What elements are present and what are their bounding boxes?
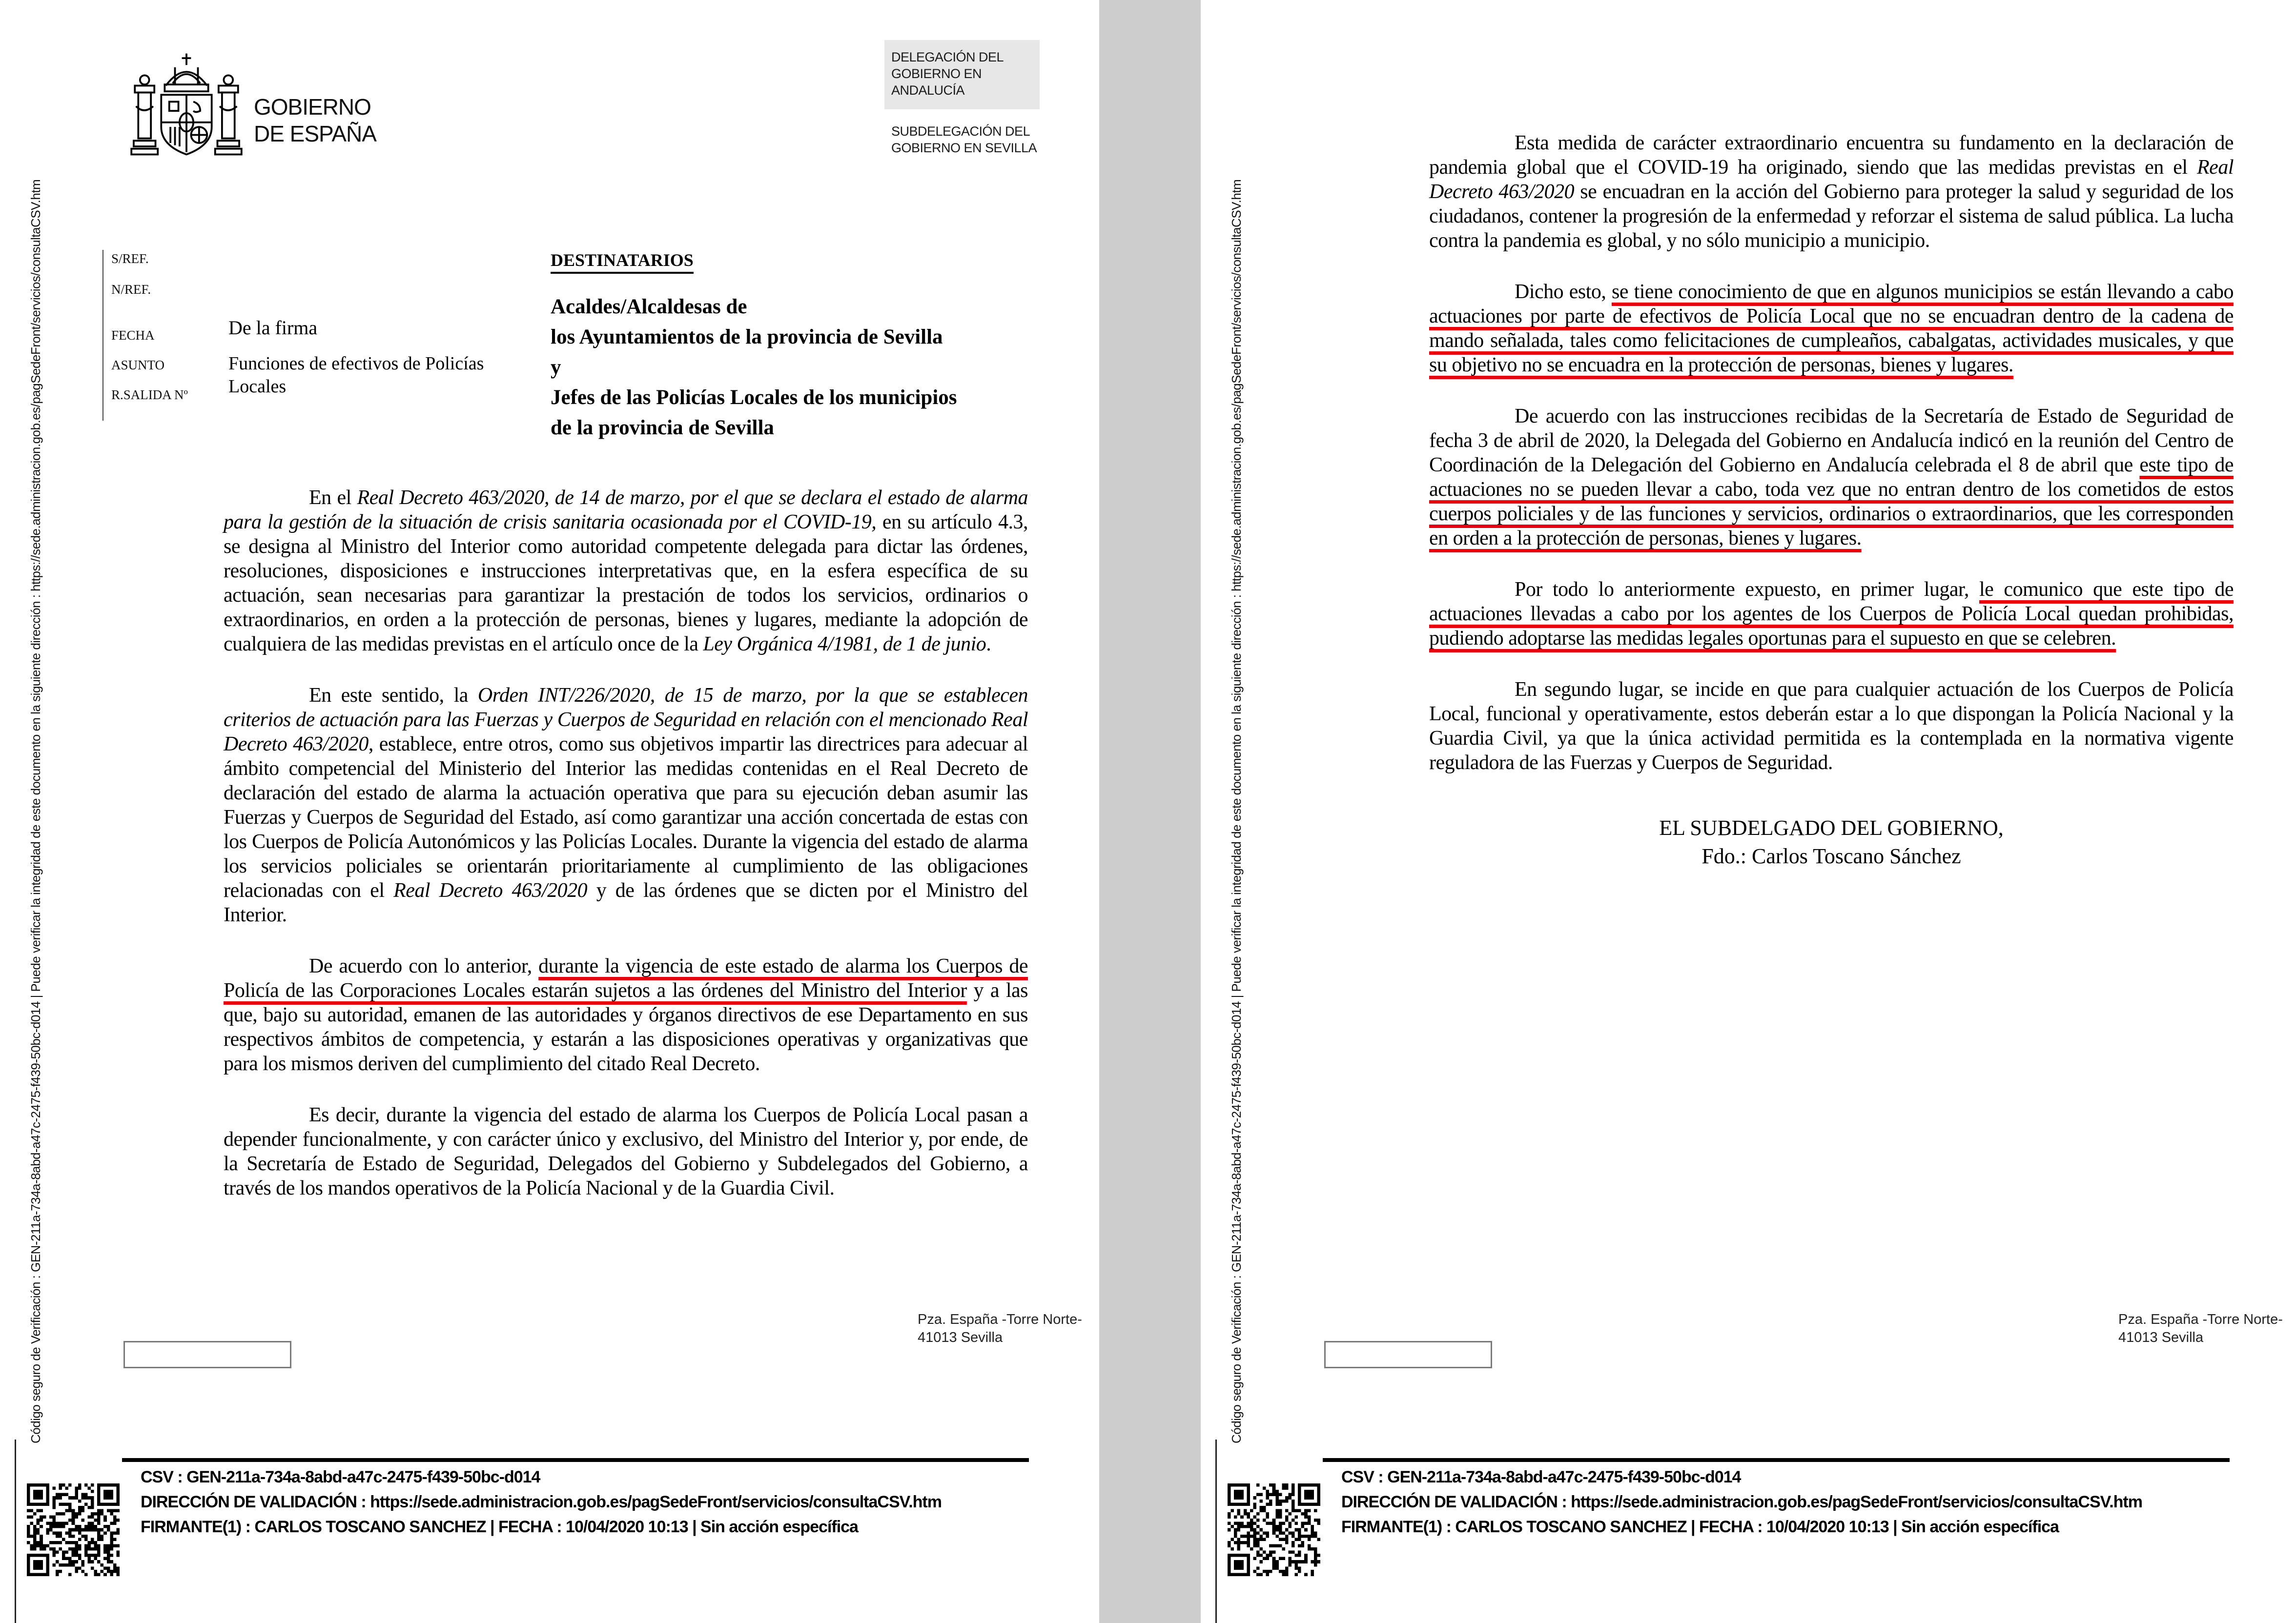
emphasized-text: este tipo de actuaciones no se pueden llevar a cabo, toda vez que no entran dentro de los cometidos de estos cuerpos policiales y de las funciones y servicios, ordinarios o extraordinarios, que les corresponden en orden a la protección de personas, bienes y lugares. [1429, 454, 2234, 549]
emphasized-text: Real Decreto 463/2020, de 14 de marzo, por el que se declara el estado de alarma para la gestión de la situación de crisis sanitaria ocasionada por el COVID-19, [224, 487, 1028, 533]
office-address [2118, 1311, 2283, 1347]
recipient-line: de la provincia de Sevilla [551, 416, 774, 439]
address-line-2: 41013 Sevilla [918, 1330, 1003, 1345]
ref-label-sref: S/REF. [111, 251, 149, 266]
body-paragraph [1429, 404, 2234, 550]
plain-text: se encuadran en la acción del Gobierno para proteger la salud y seguridad de los ciudadanos, contener la progresión de la enfermedad y reforzar el sistema de salud pública. La lucha contra la pandemia es global, y no sólo municipio a municipio. [1429, 181, 2234, 252]
csv-line: CSV : GEN-211a-734a-8abd-a47c-2475-f439-50bc-d014 [1341, 1468, 1741, 1486]
ref-label-asunto: ASUNTO [111, 358, 165, 372]
emphasized-text: Real Decreto 463/2020 [393, 879, 588, 902]
destinatarios-heading: DESTINATARIOS [551, 250, 694, 274]
footer-divider [1323, 1458, 2230, 1462]
plain-text: . [986, 633, 991, 655]
reference-block-rule [102, 250, 103, 421]
plain-text: y a las que, bajo su autoridad, emanen de las autoridades y órganos directivos de ese Departamento en sus respectivos ámbitos de competencia, y estarán a las disposiciones operativas y organizativas que para los mismos deriven del cumplimiento del citado Real Decreto. [224, 979, 1028, 1075]
plain-text: En el [309, 487, 357, 509]
plain-text: Por todo lo anteriormente expuesto, en primer lugar, [1515, 578, 1979, 601]
scan-edge-mark [15, 1440, 16, 1623]
page-1 [0, 0, 1099, 1623]
scan-edge-mark [1215, 1440, 1217, 1623]
address-line-1: Pza. España -Torre Norte- [918, 1312, 1082, 1327]
delegation-header-box [884, 40, 1040, 109]
gov-logo-line: GOBIERNO [254, 94, 371, 120]
letter-body-page-1 [224, 486, 1028, 1227]
signature-block [1429, 814, 2234, 871]
emphasized-text: Ley Orgánica 4/1981, de 1 de junio [703, 633, 986, 655]
body-paragraph [1429, 131, 2234, 253]
delegation-line: DELEGACIÓN DEL GOBIERNO EN [891, 50, 1004, 81]
plain-text: En segundo lugar, se incide en que para cualquier actuación de los Cuerpos de Policía Local, funcional y operativamente, estos deberán estar a lo que dispongan la Policía Nacional y la Guardia Civil, ya que la única actividad permitida es la contemplada en la normativa vigente reguladora de las Fuerzas y Cuerpos de Seguridad. [1429, 678, 2234, 774]
plain-text: En este sentido, la [309, 684, 478, 707]
address-line-1: Pza. España -Torre Norte- [2118, 1312, 2283, 1327]
emphasized-text: Orden INT/226/2020, de 15 de marzo, por la que se establecen criterios de actuación para las Fuerzas y Cuerpos de Seguridad en relación con el mencionado Real Decreto 463/2020 [224, 684, 1028, 755]
ref-label-nref: N/REF. [111, 282, 151, 297]
emphasized-text: se tiene conocimiento de que en algunos municipios se están llevando a cabo actuaciones por parte de efectivos de Policía Local que no se encuadran dentro de la cadena de mando señalada, tales como felicitaciones de cumpleaños, cabalgatas, actividades musicales, y que su objetivo no se encuadra en la protección de personas, bienes y lugares. [1429, 281, 2234, 376]
ref-label-fecha: FECHA [111, 328, 155, 343]
emphasized-text: le comunico que este tipo de actuaciones llevadas a cabo por los agentes de los Cuerpos de Policía Local quedan prohibidas, pudiendo adoptarse las medidas legales oportunas para el supuesto en que se celebren. [1429, 578, 2234, 649]
government-logo-text [254, 94, 376, 147]
footer-divider [122, 1458, 1029, 1462]
firmante-line: FIRMANTE(1) : CARLOS TOSCANO SANCHEZ | FECHA : 10/04/2020 10:13 | Sin acción específica [1341, 1518, 2059, 1536]
subdelegation-line: GOBIERNO EN SEVILLA [891, 141, 1037, 155]
recipient-line: Acaldes/Alcaldesas de [551, 295, 747, 318]
plain-text: en su artículo 4.3, se designa al Ministro del Interior como autoridad competente delegada para dictar las órdenes, resoluciones, disposiciones e instrucciones interpretativas que, en la esfera específica de su actuación, sean necesarias para garantizar la prestación de todos los servicios, ordinarios o extraordinarios, en orden a la protección de personas, bienes y lugares, mediante la adopción de cualquiera de las medidas previstas en el artículo once de la [224, 511, 1028, 655]
csv-line: CSV : GEN-211a-734a-8abd-a47c-2475-f439-50bc-d014 [141, 1468, 540, 1486]
subdelegation-line: SUBDELEGACIÓN DEL [891, 124, 1030, 139]
asunto-value: Funciones de efectivos de Policías Locales [228, 353, 484, 397]
plain-text: y de las órdenes que se dicten por el Ministro del Interior. [224, 879, 1028, 926]
recipient-line: los Ayuntamientos de la provincia de Sevilla [551, 325, 943, 348]
plain-text: Esta medida de carácter extraordinario encuentra su fundamento en la declaración de pandemia global que el COVID-19 ha originado, siendo que las medidas previstas en el [1429, 132, 2234, 179]
gov-logo-line: DE ESPAÑA [254, 121, 376, 146]
body-paragraph [1429, 280, 2234, 377]
firmante-line: FIRMANTE(1) : CARLOS TOSCANO SANCHEZ | FECHA : 10/04/2020 10:13 | Sin acción específica [141, 1518, 858, 1536]
recipient-line: Jefes de las Policías Locales de los municipios [551, 386, 957, 409]
body-paragraph [224, 486, 1028, 656]
qr-code [1228, 1483, 1320, 1576]
address-line-2: 41013 Sevilla [2118, 1330, 2204, 1345]
plain-text: , establece, entre otros, como sus objetivos impartir las directrices para adecuar al ámbito competencial del Ministerio del Interior las medidas contenidas en el Real Decreto de declaración del estado de alarma la actuación operativa que para su ejecución deban asumir las Fuerzas y Cuerpos de Seguridad del Estado, así como garantizar una acción concertada de estas con los Cuerpos de Policía Autonómicos y las Policías Locales. Durante la vigencia del estado de alarma los servicios policiales se orientarán prioritariamente al cumplimiento de las obligaciones relacionadas con el [224, 733, 1028, 902]
fecha-value: De la firma [228, 317, 318, 339]
side-verification-text: Código seguro de Verificación : GEN-211a-734a-8abd-a47c-2475-f439-50bc-d014 | Puede verificar la integridad de este documento en la siguiente dirección : https://sede.administracion.gob.es/pagSedeFront/servicios/consultaCSV.htm [1229, 179, 1244, 1443]
body-paragraph [224, 683, 1028, 927]
signature-name: Fdo.: Carlos Toscano Sánchez [1702, 844, 1961, 868]
signature-title: EL SUBDELGADO DEL GOBIERNO, [1659, 816, 2004, 840]
stamp-placeholder-box [123, 1341, 291, 1368]
page-2 [1201, 0, 2296, 1623]
emphasized-text: Real Decreto 463/2020 [1429, 156, 2234, 203]
body-paragraph [224, 954, 1028, 1076]
letter-body-page-2 [1429, 131, 2234, 871]
emphasized-text: durante la vigencia de este estado de alarma los Cuerpos de Policía de las Corporaciones Locales estarán sujetos a las órdenes del Ministro del Interior [224, 955, 1028, 1002]
spain-coat-of-arms-icon [128, 51, 245, 166]
body-paragraph [1429, 577, 2234, 650]
stamp-placeholder-box [1324, 1341, 1492, 1368]
validation-line: DIRECCIÓN DE VALIDACIÓN : https://sede.administracion.gob.es/pagSedeFront/servicios/consultaCSV.htm [1341, 1493, 2142, 1511]
body-paragraph [224, 1103, 1028, 1200]
recipient-line: y [551, 356, 561, 379]
qr-code [27, 1483, 120, 1576]
recipients-block [551, 292, 1075, 443]
side-verification-text: Código seguro de Verificación : GEN-211a-734a-8abd-a47c-2475-f439-50bc-d014 | Puede verificar la integridad de este documento en la siguiente dirección : https://sede.administracion.gob.es/pagSedeFront/servicios/consultaCSV.htm [28, 179, 43, 1443]
delegation-line: ANDALUCÍA [891, 83, 965, 98]
body-paragraph [1429, 677, 2234, 775]
subdelegation-header [891, 123, 1038, 156]
plain-text: Es decir, durante la vigencia del estado de alarma los Cuerpos de Policía Local pasan a depender funcionalmente, y con carácter único y exclusivo, del Ministro del Interior y, por ende, de la Secretaría de Estado de Seguridad, Delegados del Gobierno y Subdelegados del Gobierno, a través de los mandos operativos de la Policía Nacional y de la Guardia Civil. [224, 1104, 1028, 1199]
office-address [918, 1311, 1082, 1347]
plain-text: De acuerdo con las instrucciones recibidas de la Secretaría de Estado de Seguridad de fecha 3 de abril de 2020, la Delegada del Gobierno en Andalucía indicó en la reunión del Centro de Coordinación de la Delegación del Gobierno en Andalucía celebrada el 8 de abril que [1429, 405, 2234, 476]
ref-label-rsalida: R.SALIDA Nº [111, 387, 188, 402]
plain-text: Dicho esto, [1515, 281, 1612, 303]
validation-line: DIRECCIÓN DE VALIDACIÓN : https://sede.administracion.gob.es/pagSedeFront/servicios/consultaCSV.htm [141, 1493, 942, 1511]
plain-text: De acuerdo con lo anterior, [309, 955, 539, 977]
